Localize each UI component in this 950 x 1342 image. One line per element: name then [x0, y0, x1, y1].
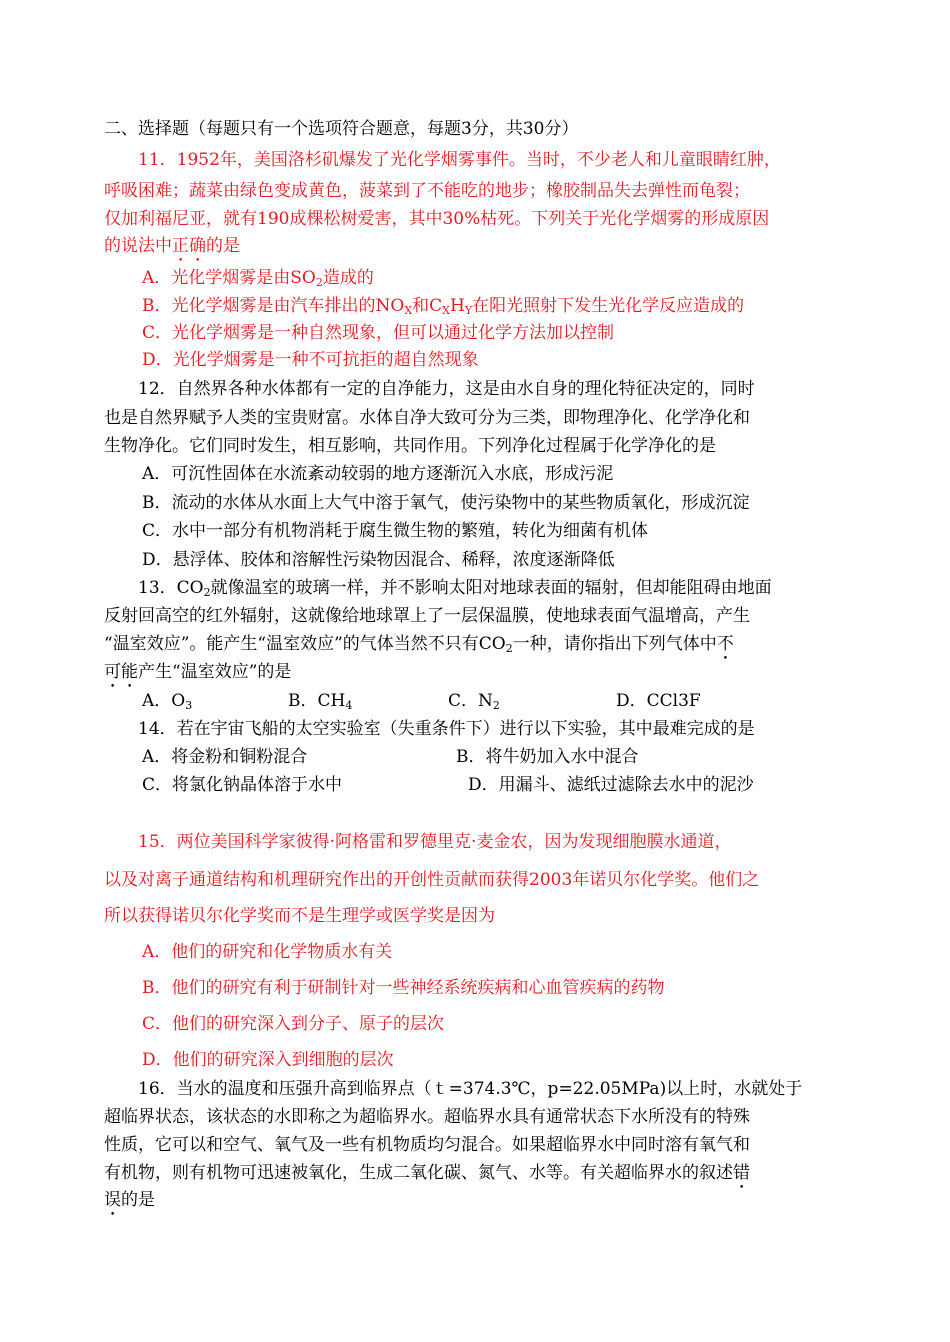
q13-option-b: [288, 690, 352, 712]
q11-stem-end: 的是: [206, 236, 240, 256]
q16-line-1: 16．当水的温度和压强升高到临界点（ｔ=374.3℃，p=22.05MPa)以上时，水就处于: [138, 1079, 803, 1099]
q15-option-d: D．他们的研究深入到细胞的层次: [142, 1050, 394, 1070]
q13-c-sub: 2: [492, 699, 500, 712]
q11-line-3: 仅加利福尼亚，就有190成棵松树爱害，其中30%枯死。下列关于光化学烟雾的形成原因: [104, 209, 770, 229]
q11-option-c: C．光化学烟雾是一种自然现象，但可以通过化学方法加以控制: [142, 323, 615, 343]
q11-b-sub2: X: [442, 304, 451, 317]
q15-option-a: A．他们的研究和化学物质水有关: [142, 942, 393, 962]
q12-line-3: 生物净化。它们同时发生，相互影响，共同作用。下列净化过程属于化学净化的是: [104, 436, 716, 456]
q13-l1-sub: 2: [203, 586, 211, 599]
q15-option-b: B．他们的研究有利于研制针对一些神经系统疾病和心血管疾病的药物: [142, 978, 665, 998]
q13-option-a: [142, 690, 192, 712]
q16-l4-a: 有机物，则有机物可迅速被氧化，生成二氧化碳、氮气、水等。有关超临界水的叙述: [104, 1163, 733, 1183]
q13-line-3: [104, 633, 734, 664]
q15-line-2: 以及对离子通道结构和机理研究作出的开创性贡献而获得2003年诺贝尔化学奖。他们之: [104, 870, 760, 890]
q11-b-end: 在阳光照射下发生光化学反应造成的: [472, 296, 745, 316]
section-title: 二、选择题（每题只有一个选项符合题意，每题3分，共30分）: [104, 119, 579, 139]
q16-line-5: [104, 1189, 155, 1220]
q11-line-1: 11．1952年，美国洛杉矶爆发了光化学烟雾事件。当时，不少老人和儿童眼睛红肿，: [138, 150, 781, 170]
q11-option-a: [142, 267, 374, 289]
q13-emphasis-not: 不: [716, 634, 734, 654]
q11-b-sub1: X: [404, 304, 413, 317]
q14-option-c: C．将氯化钠晶体溶于水中: [142, 775, 343, 795]
q13-line-2: 反射回高空的红外辐射，这就像给地球罩上了一层保温膜，使地球表面气温增高，产生: [104, 606, 750, 626]
q13-a-text: A．O: [142, 691, 186, 711]
q11-b-text2: 和C: [412, 296, 443, 316]
q12-option-b: B．流动的水体从水面上大气中溶于氧气，使污染物中的某些物质氧化，形成沉淀: [142, 493, 750, 513]
q12-option-c: C．水中一部分有机物消耗于腐生微生物的繁殖，转化为细菌有机体: [142, 521, 649, 541]
q13-l1-a: 13．CO: [138, 578, 204, 598]
q14-option-d: D．用漏斗、滤纸过滤除去水中的泥沙: [468, 775, 754, 795]
q13-l3-c: 一种，请你指出下列气体中: [512, 634, 717, 654]
q11-option-b: [142, 295, 744, 317]
q12-line-2: 也是自然界赋予人类的宝贵财富。水体自净大致可分为三类，即物理净化、化学净化和: [104, 408, 750, 428]
q13-option-c: [448, 690, 500, 712]
q13-b-text: B．CH: [288, 691, 346, 711]
q16-l5-b: 的是: [121, 1190, 155, 1210]
q12-line-1: 12．自然界各种水体都有一定的自净能力，这是由水自身的理化特征决定的，同时: [138, 379, 755, 399]
q13-a-sub: 3: [185, 699, 193, 712]
q12-option-a: A．可沉性固体在水流紊动较弱的地方逐渐沉入水底，形成污泥: [142, 464, 614, 484]
q16-line-3: 性质，它可以和空气、氧气及一些有机物质均匀混合。如果超临界水中同时溶有氧气和: [104, 1135, 750, 1155]
q11-b-text3: H: [450, 296, 465, 316]
q11-emphasis-correct: 正确: [172, 236, 206, 256]
q15-option-c: C．他们的研究深入到分子、原子的层次: [142, 1014, 445, 1034]
q13-option-d: D．CCl3F: [616, 691, 701, 711]
q13-l3-sub: 2: [505, 642, 513, 655]
q13-emphasis-possible: 可能: [104, 662, 138, 682]
q13-line-1: [138, 577, 772, 599]
q11-a-end: 造成的: [322, 268, 374, 288]
q11-line-2: 呼吸困难；蔬菜由绿色变成黄色，菠菜到了不能吃的地步；橡胶制品失去弹性而龟裂；: [104, 181, 750, 201]
q15-line-3: 所以获得诺贝尔化学奖而不是生理学或医学奖是因为: [104, 906, 495, 926]
q13-b-sub: 4: [345, 699, 353, 712]
q16-emphasis-error: 误: [104, 1190, 121, 1210]
q13-l4-b: 产生“温室效应”的是: [138, 662, 292, 682]
q16-emphasis-wrong: 错: [733, 1163, 750, 1183]
q11-b-sub3: Y: [464, 304, 473, 317]
q13-l1-c: 就像温室的玻璃一样，并不影响太阳对地球表面的辐射，但却能阻碍由地面: [210, 578, 772, 598]
q14-option-a: A．将金粉和铜粉混合: [142, 747, 308, 767]
q13-line-4: [104, 661, 291, 692]
q12-option-d: D．悬浮体、胶体和溶解性污染物因混合、稀释，浓度逐渐降低: [142, 550, 615, 570]
q11-b-text: B．光化学烟雾是由汽车排出的NO: [142, 296, 405, 316]
q13-l3-a: “温室效应”。能产生“温室效应”的气体当然不只有CO: [104, 634, 506, 654]
q14-line-1: 14．若在宇宙飞船的太空实验室（失重条件下）进行以下实验，其中最难完成的是: [138, 719, 755, 739]
q14-option-b: B．将牛奶加入水中混合: [456, 747, 639, 767]
q11-option-d: D．光化学烟雾是一种不可抗拒的超自然现象: [142, 350, 479, 370]
q11-a-sub: 2: [315, 276, 323, 289]
q11-line-4: [104, 235, 240, 266]
q11-a-text: A．光化学烟雾是由SO: [142, 268, 316, 288]
q11-stem-text: 的说法中: [104, 236, 172, 256]
q13-c-text: C．N: [448, 691, 493, 711]
q16-line-2: 超临界状态，该状态的水即称之为超临界水。超临界水具有通常状态下水所没有的特殊: [104, 1107, 750, 1127]
q16-line-4: [104, 1162, 750, 1193]
q15-line-1: 15．两位美国科学家彼得·阿格雷和罗德里克·麦金农，因为发现细胞膜水通道，: [138, 832, 732, 852]
